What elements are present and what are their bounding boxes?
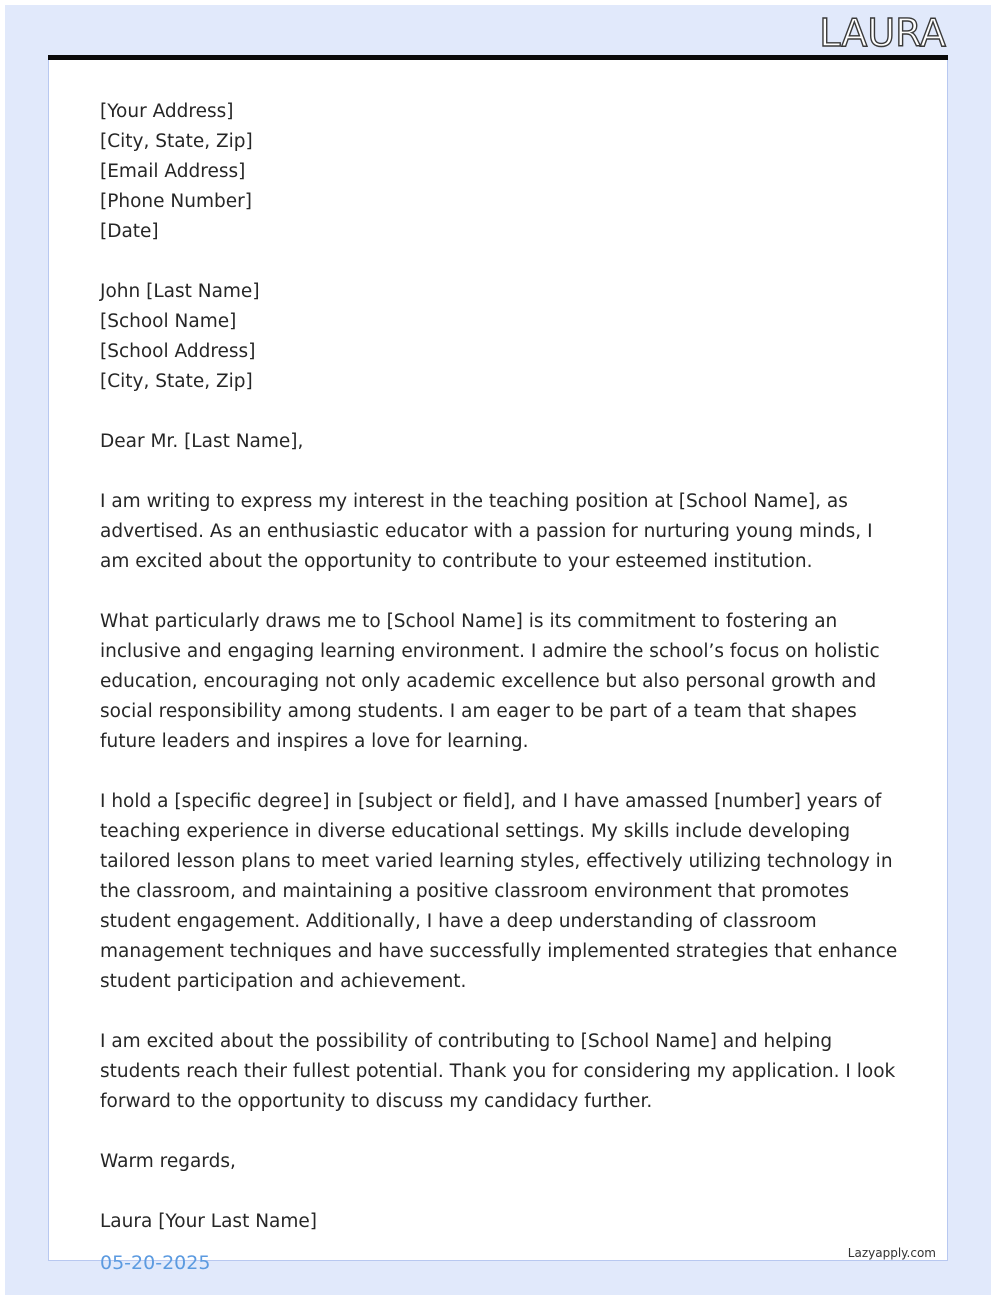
paragraph-motivation: What particularly draws me to [School Name] is its commitment to fostering an inclusive and engaging learning environment. I admire the school’s focus on holistic education, encouraging not only academic excellence but also personal growth and social responsibility among students. I am eager to be part of a team that shapes future leaders and inspires a love for learning. — [100, 611, 880, 752]
sender-email: [Email Address] — [100, 161, 246, 182]
site-credit: Lazyapply.com — [847, 1246, 936, 1260]
letter-date-stamp: 05-20-2025 — [100, 1252, 211, 1274]
sender-block — [100, 97, 900, 247]
salutation: Dear Mr. [Last Name], — [100, 431, 304, 452]
paragraph-intro: I am writing to express my interest in the teaching position at [School Name], as advertised. As an enthusiastic educator with a passion for nurturing young minds, I am excited about the opportunity to contribute to your esteemed institution. — [100, 491, 873, 572]
sender-address: [Your Address] — [100, 101, 234, 122]
paragraph-qualifications: I hold a [specific degree] in [subject or field], and I have amassed [number] years of teaching experience in diverse educational settings. My skills include developing tailored lesson plans to meet varied learning styles, effectively utilizing technology in the classroom, and maintaining a positive classroom environment that promotes student engagement. Additionally, I have a deep understanding of classroom management techniques and have successfully implemented strategies that enhance student participation and achievement. — [100, 791, 898, 992]
signature: Laura [Your Last Name] — [100, 1211, 317, 1232]
recipient-city: [City, State, Zip] — [100, 371, 253, 392]
paragraph-closing: I am excited about the possibility of contributing to [School Name] and helping students reach their fullest potential. Thank you for considering my application. I look forward to the opportunity to discuss my candidacy further. — [100, 1031, 896, 1112]
brand-logo: LAURA — [819, 11, 946, 55]
sender-phone: [Phone Number] — [100, 191, 252, 212]
recipient-name: John [Last Name] — [100, 281, 260, 302]
letter-body — [100, 97, 900, 1267]
recipient-block — [100, 277, 900, 397]
recipient-school: [School Name] — [100, 311, 237, 332]
sender-date: [Date] — [100, 221, 159, 242]
closing: Warm regards, — [100, 1151, 236, 1172]
recipient-address: [School Address] — [100, 341, 256, 362]
sender-city: [City, State, Zip] — [100, 131, 253, 152]
